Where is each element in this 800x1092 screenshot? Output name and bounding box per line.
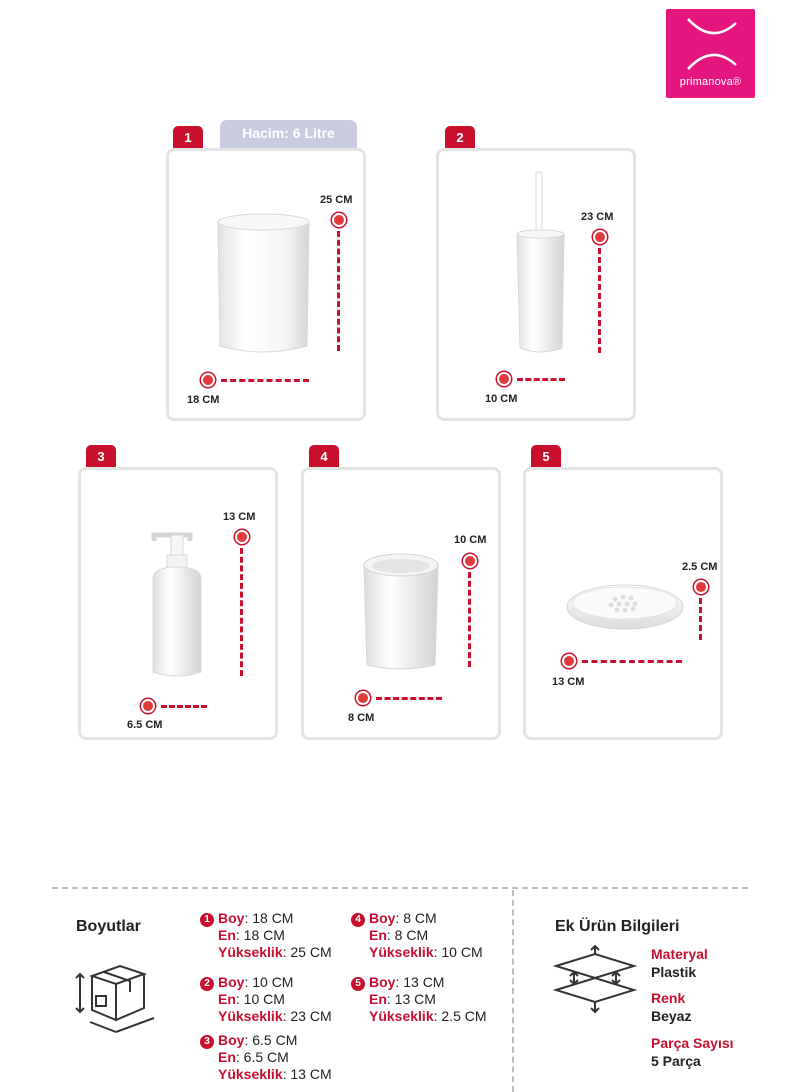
dimensions-title: Boyutlar — [76, 918, 141, 935]
height-marker-dot — [694, 580, 708, 594]
product-4-width-label: 8 CM — [348, 712, 375, 724]
width-marker-dot — [356, 691, 370, 705]
product-card-2 — [436, 148, 636, 421]
width-marker-dot — [141, 699, 155, 713]
product-3-badge: 3 — [86, 445, 116, 467]
height-dashed-line — [240, 548, 243, 676]
height-dashed-line — [337, 231, 340, 351]
width-marker-dot — [562, 654, 576, 668]
product-2-width-label: 10 CM — [485, 393, 518, 405]
pieces-label: Parça Sayısı — [651, 1035, 734, 1051]
product-3-width-label: 6.5 CM — [127, 719, 163, 731]
pieces-value: 5 Parça — [651, 1053, 701, 1069]
height-marker-dot — [593, 230, 607, 244]
product-4-height-label: 10 CM — [454, 534, 487, 546]
width-marker-dot — [497, 372, 511, 386]
logo-text: primanova® — [679, 76, 742, 88]
product-5-height-label: 2.5 CM — [682, 561, 718, 573]
height-dashed-line — [468, 572, 471, 667]
dimension-item-4: 4 Boy: 8 CM En: 8 CM Yükseklik: 10 CM — [351, 910, 483, 960]
soap-dish-image — [523, 467, 723, 740]
width-dashed-line — [582, 660, 682, 663]
material-label: Materyal — [651, 946, 708, 962]
width-dashed-line — [517, 378, 565, 381]
product-card-1 — [166, 148, 366, 421]
height-marker-dot — [463, 554, 477, 568]
brand-logo — [666, 9, 755, 98]
primanova-logo-icon — [666, 9, 755, 79]
product-1-height-label: 25 CM — [320, 194, 353, 206]
section-divider — [52, 887, 748, 889]
width-dashed-line — [161, 705, 207, 708]
box-dimensions-icon — [72, 960, 158, 1034]
product-card-5 — [523, 467, 723, 740]
soap-dispenser-image — [78, 467, 278, 740]
width-dashed-line — [376, 697, 442, 700]
column-divider — [512, 890, 514, 1092]
dimension-item-2: 2 Boy: 10 CM En: 10 CM Yükseklik: 23 CM — [200, 974, 332, 1024]
dimension-item-3: 3 Boy: 6.5 CM En: 6.5 CM Yükseklik: 13 CM — [200, 1032, 332, 1082]
extra-info-title: Ek Ürün Bilgileri — [555, 918, 680, 935]
height-dashed-line — [699, 598, 702, 640]
width-marker-dot — [201, 373, 215, 387]
color-value: Beyaz — [651, 1008, 692, 1024]
product-1-volume-badge: Hacim: 6 Litre — [220, 120, 357, 150]
material-value: Plastik — [651, 964, 697, 980]
product-1-badge: 1 — [173, 126, 203, 148]
product-2-badge: 2 — [445, 126, 475, 148]
product-3-height-label: 13 CM — [223, 511, 256, 523]
item-number: 3 — [200, 1035, 214, 1049]
product-5-badge: 5 — [531, 445, 561, 467]
product-card-3 — [78, 467, 278, 740]
dimension-item-5: 5 Boy: 13 CM En: 13 CM Yükseklik: 2.5 CM — [351, 974, 487, 1024]
item-number: 5 — [351, 977, 365, 991]
height-marker-dot — [332, 213, 346, 227]
product-2-height-label: 23 CM — [581, 211, 614, 223]
dimension-item-1: 1 Boy: 18 CM En: 18 CM Yükseklik: 25 CM — [200, 910, 332, 960]
color-label: Renk — [651, 990, 686, 1006]
height-marker-dot — [235, 530, 249, 544]
product-card-4 — [301, 467, 501, 740]
height-dashed-line — [598, 248, 601, 353]
item-number: 4 — [351, 913, 365, 927]
product-4-badge: 4 — [309, 445, 339, 467]
width-dashed-line — [221, 379, 309, 382]
product-5-width-label: 13 CM — [552, 676, 585, 688]
material-layers-icon — [552, 944, 638, 1014]
product-1-width-label: 18 CM — [187, 394, 220, 406]
item-number: 2 — [200, 977, 214, 991]
item-number: 1 — [200, 913, 214, 927]
